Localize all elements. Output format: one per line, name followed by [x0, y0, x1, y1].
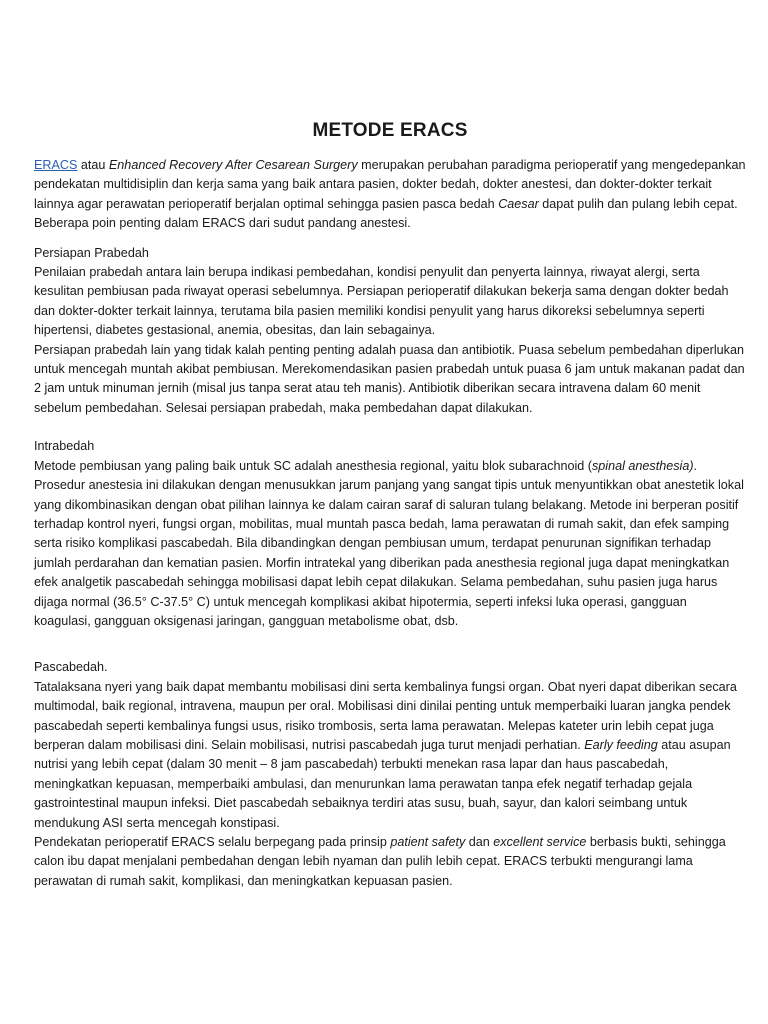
pascabedah-text-1: Tatalaksana nyeri yang baik dapat membantu mobilisasi dini serta kembalinya fungsi organ. Obat nyeri dapat diberikan secara multimodal, baik regional, intravena, maupun per oral. Mobilisasi dini dinilai penting untuk memperbaiki luaran jangka pendek pascabedah seperti kembalinya fungsi usus, risiko trombosis, serta lama perawatan. Melepas kateter urin lebih cepat juga berperan dalam mobilisasi dini. Selain mobilisasi, nutrisi pascabedah juga turut menjadi perhatian.	[34, 679, 737, 752]
intrabedah-paragraph	[34, 457, 746, 632]
intro-text-2: merupakan perubahan paradigma perioperatif yang mengedepankan pendekatan multidisiplin dan kerja sama yang baik antara pasien, dokter bedah, dokter anestesi, dan dokter-dokter terkait lainnya agar perawatan perioperatif berjalan optimal sehingga pasien pasca bedah	[34, 158, 746, 211]
prabedah-paragraph-2: Persiapan prabedah lain yang tidak kalah penting penting adalah puasa dan antibiotik. Puasa sebelum pembedahan diperlukan untuk mencegah muntah akibat pembiusan. Merekomendasikan pasien prabedah untuk puasa 6 jam untuk makanan padat dan 2 jam untuk minuman jernih (misal jus tanpa serat atau teh manis). Antibiotik diberikan secara intravena dalam 60 menit sebelum pembedahan. Selesai persiapan prabedah, maka pembedahan dapat dilakukan.	[34, 342, 745, 415]
intrabedah-text-2: . Prosedur anestesia ini dilakukan dengan menusukkan jarum panjang yang sangat tipis untuk menyuntikkan obat anestetik lokal yang dikombinasikan dengan obat pilihan lainnya ke dalam cairan saraf di saluran tulang belakang. Metode ini berperan positif terhadap kontrol nyeri, fungsi organ, mobilitas, mual muntah pasca bedah, lama perawatan di rumah sakit, dan efek samping serta risiko komplikasi pascabedah. Bila dibandingkan dengan pembiusan umum, terdapat penurunan signifikan terhadap jumlah perdarahan dan kematian pasien. Morfin intratekal yang diberikan pada anesthesia regional juga dapat meningkatkan efek analgetik pascabedah sehingga mobilisasi dapat lebih cepat dilakukan. Selama pembedahan, suhu pasien juga harus dijaga normal (36.5° C-37.5° C) untuk mencegah komplikasi akibat hipotermia, seperti infeksi luka operasi, gangguan koagulasi, gangguan oksigenasi jaringan, gangguan metabolisme obat, dsb.	[34, 458, 744, 628]
pascabedah-text-2: atau asupan nutrisi yang lebih cepat (dalam 30 menit – 8 jam pascabedah) terbukti menekan rasa lapar dan haus pascabedah, meningkatkan kepuasan, memperbaiki ambulasi, dan menurunkan lama perawatan tanpa efek negatif terhadap gejala gastrointestinal maupun infeksi. Diet pascabedah sebaiknya terdiri atas susu, buah, sayur, dan kalori seimbang untuk mendukung ASI serta mencegah konstipasi.	[34, 737, 731, 830]
intrabedah-text-1: Metode pembiusan yang paling baik untuk SC adalah anesthesia regional, yaitu blok subarachnoid (	[34, 458, 592, 473]
intro-italic-2: Caesar	[498, 196, 539, 211]
prabedah-paragraph-1: Penilaian prabedah antara lain berupa indikasi pembedahan, kondisi penyulit dan penyerta lainnya, riwayat alergi, serta kesulitan pembiusan pada riwayat operasi sebelumnya. Persiapan perioperatif dilakukan bekerja sama dengan dokter bedah dan dokter-dokter terkait lainnya, terutama bila pasien memiliki kondisi penyulit yang harus dikoreksi sebelumnya seperti hipertensi, diabetes gestasional, anemia, obesitas, dan lain sebagainya.	[34, 265, 729, 338]
intrabedah-heading: Intrabedah	[34, 439, 95, 454]
intrabedah-italic-1: spinal anesthesia)	[592, 458, 694, 473]
intro-text-1: atau	[77, 158, 109, 172]
pascabedah-heading: Pascabedah.	[34, 660, 108, 675]
pascabedah-p2-italic-1: patient safety	[390, 835, 466, 849]
pascabedah-paragraph-1	[34, 678, 746, 833]
pascabedah-p2-text-2: dan	[465, 835, 494, 849]
pascabedah-p2-italic-2: excellent service	[493, 835, 587, 849]
intro-paragraph	[34, 156, 746, 234]
pascabedah-p2-text-3: berbasis bukti, sehingga calon ibu dapat menjalani pembedahan dengan lebih nyaman dan pulih lebih cepat. ERACS terbukti mengurangi lama perawatan di rumah sakit, komplikasi, dan meningkatkan kepuasan pasien.	[34, 835, 726, 888]
pascabedah-p2-text-1: Pendekatan perioperatif ERACS selalu berpegang pada prinsip	[34, 835, 391, 849]
pascabedah-paragraph-2	[34, 833, 746, 891]
intro-text-3: dapat pulih dan pulang lebih cepat. Beberapa poin penting dalam ERACS dari sudut pandang anestesi.	[34, 196, 738, 231]
eracs-link[interactable]: ERACS	[34, 158, 78, 172]
pascabedah-italic-1: Early feeding	[584, 737, 658, 752]
page-title: METODE ERACS	[312, 120, 468, 141]
prabedah-heading: Persiapan Prabedah	[34, 245, 149, 260]
intro-italic-1: Enhanced Recovery After Cesarean Surgery	[108, 158, 358, 172]
